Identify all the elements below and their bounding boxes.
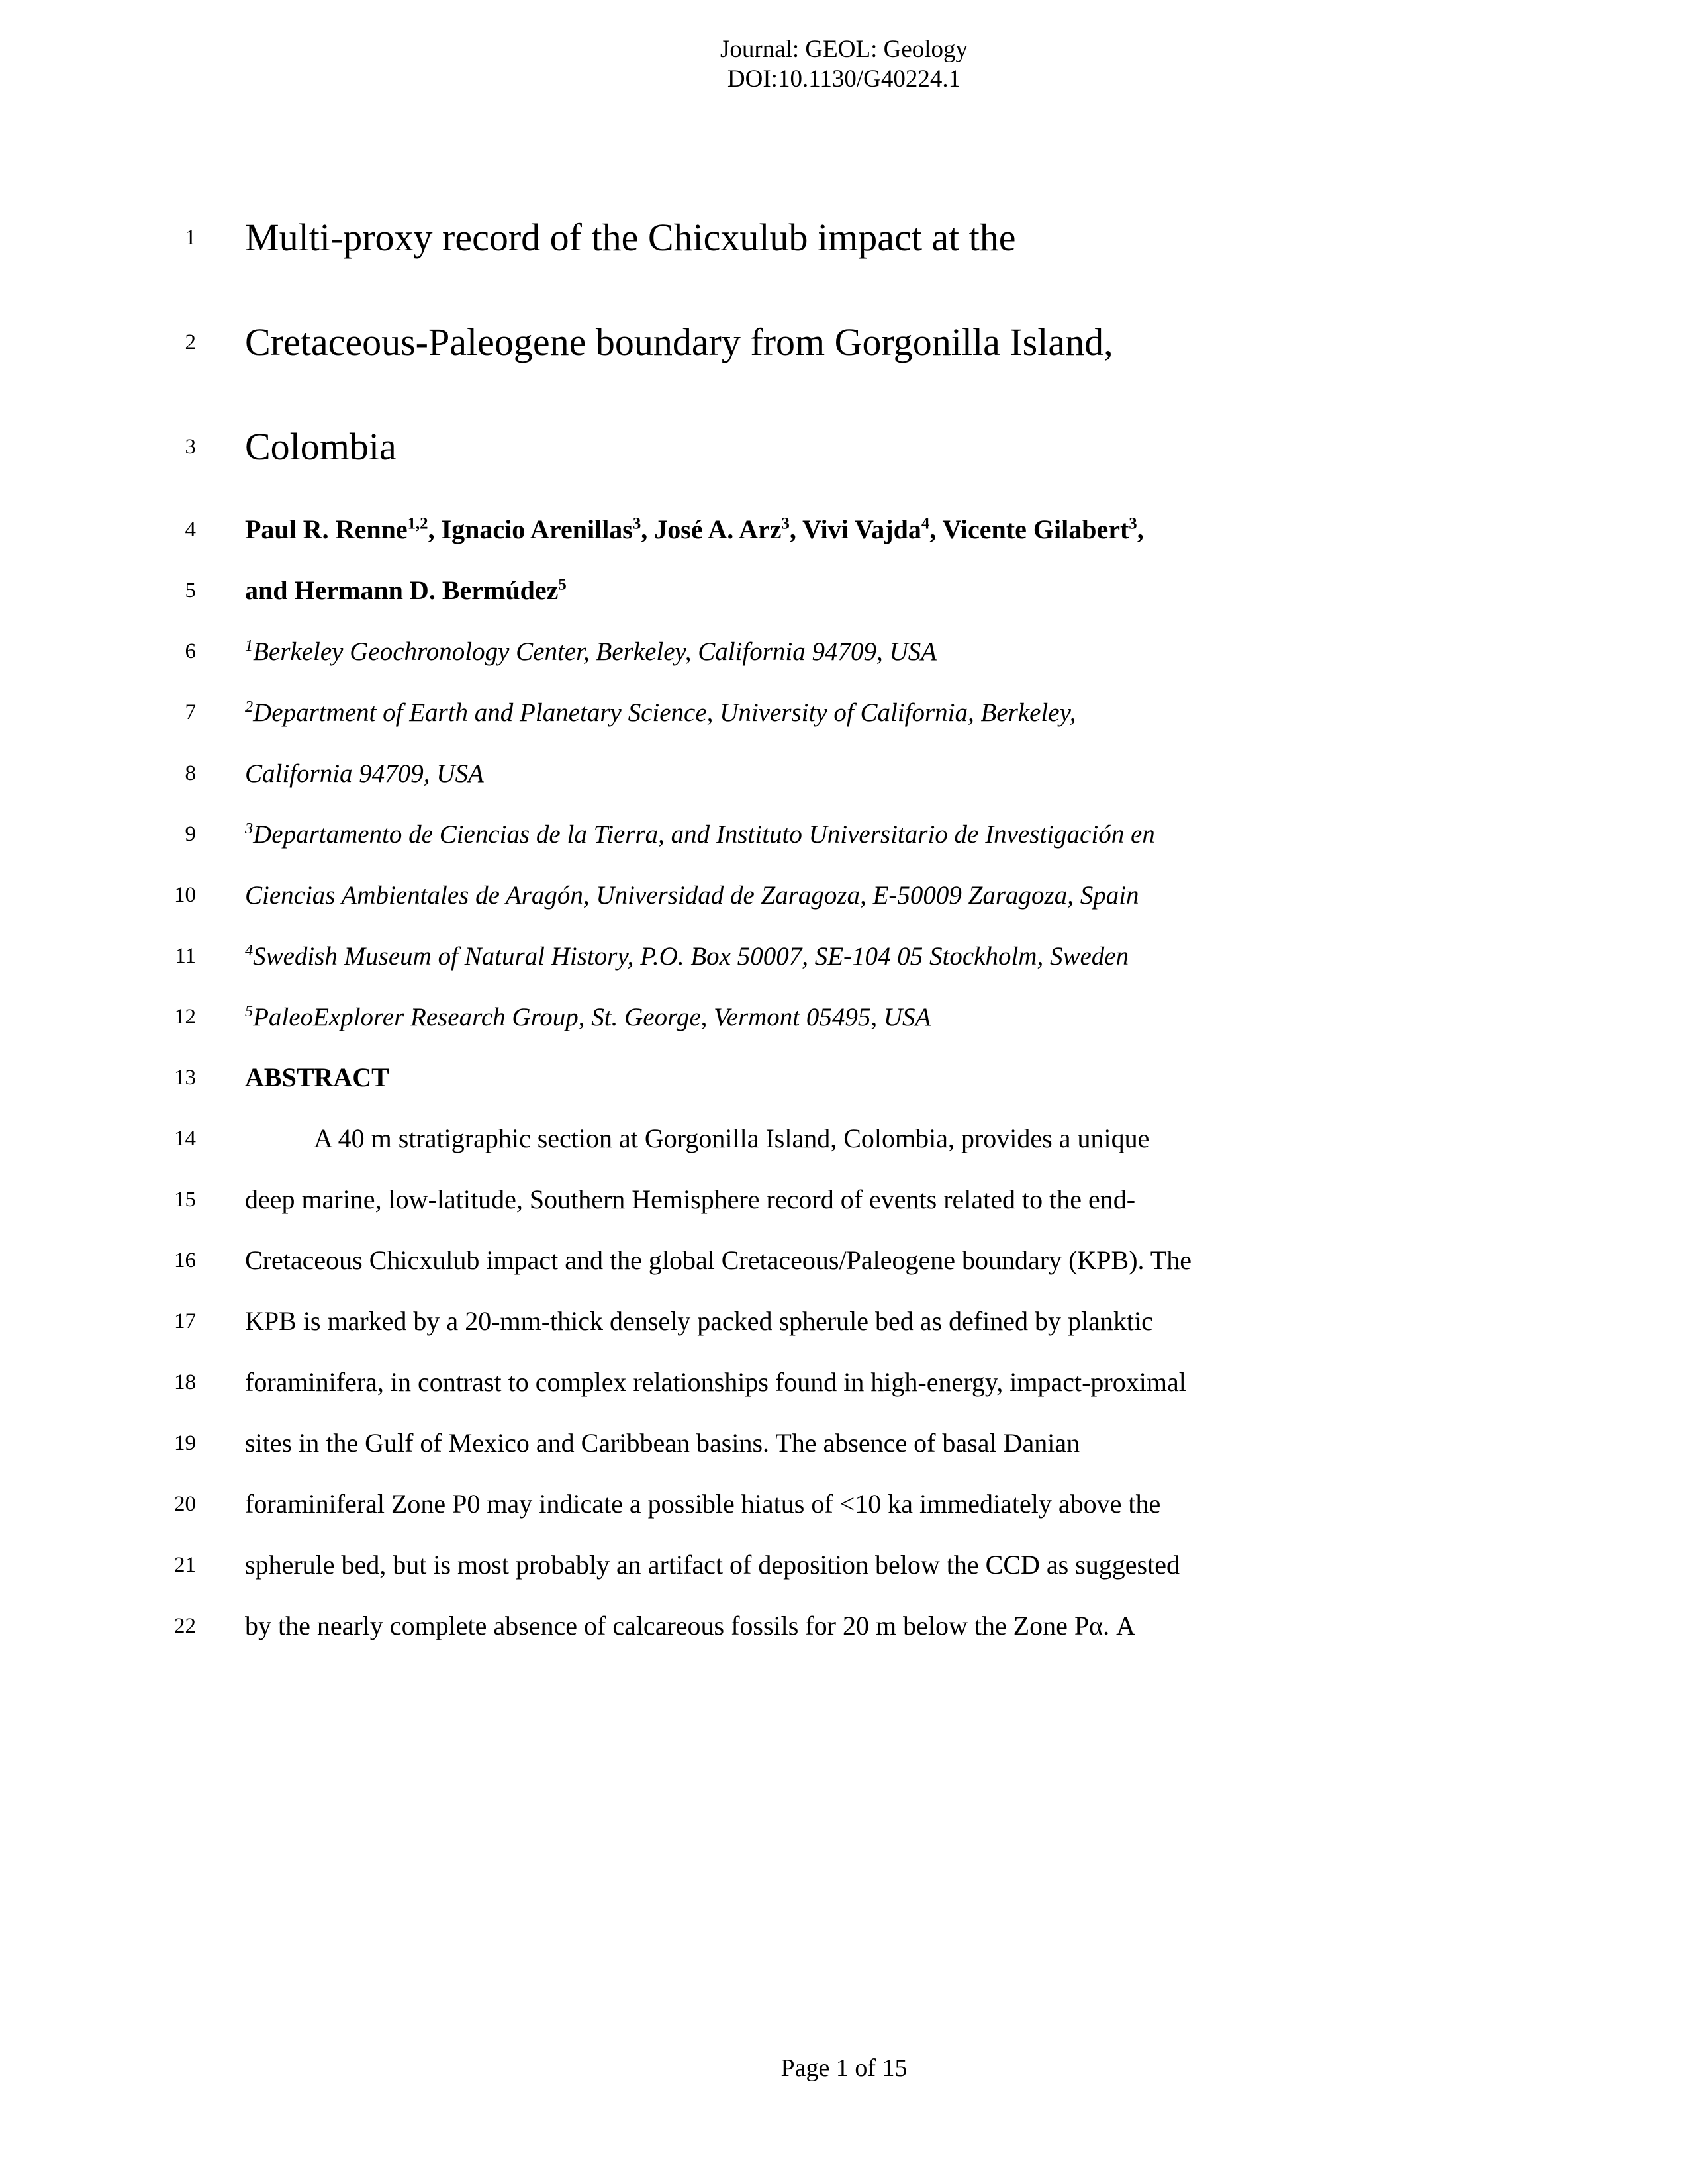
- line-number: 21: [174, 1552, 196, 1577]
- manuscript-line: [0, 804, 1688, 865]
- affiliation-marker: 2: [245, 697, 254, 716]
- affiliation-marker: 3: [245, 819, 254, 837]
- line-content: deep marine, low-latitude, Southern Hemisphere record of events related to the end-: [245, 1184, 1136, 1214]
- affiliation-marker: 4: [245, 941, 254, 959]
- affiliation-marker: 1,2: [407, 514, 428, 533]
- line-content: Multi-proxy record of the Chicxulub impact at the: [245, 216, 1016, 259]
- line-content: Ciencias Ambientales de Aragón, Universidad de Zaragoza, E-50009 Zaragoza, Spain: [245, 880, 1139, 910]
- line-number: 5: [185, 578, 196, 602]
- line-number: 6: [185, 639, 196, 663]
- line-content: KPB is marked by a 20-mm-thick densely packed spherule bed as defined by planktic: [245, 1306, 1153, 1336]
- line-number: 4: [185, 517, 196, 542]
- line-content: $^4$Swedish Museum of Natural History, P.O. Box 50007, SE-104 05 Stockholm, Sweden: [245, 941, 1129, 971]
- manuscript-line: [0, 1291, 1688, 1352]
- affiliation-marker: 3: [1129, 514, 1137, 533]
- manuscript-line: [0, 1535, 1688, 1595]
- line-number: 15: [174, 1187, 196, 1211]
- page-footer: [0, 2056, 1688, 2081]
- line-number: 19: [174, 1431, 196, 1455]
- doi-line: DOI:10.1130/G40224.1: [727, 66, 961, 93]
- line-content: and Hermann D. Bermúdez$^5$: [245, 575, 567, 605]
- line-content: sites in the Gulf of Mexico and Caribbean basins. The absence of basal Danian: [245, 1428, 1080, 1458]
- manuscript-line: [0, 865, 1688, 926]
- line-number: 22: [174, 1613, 196, 1638]
- manuscript-line: [0, 1352, 1688, 1413]
- journal-name: Journal: GEOL: Geology: [720, 36, 968, 63]
- line-number: 11: [175, 943, 196, 968]
- line-content: Paul R. Renne$^{1,2}$, Ignacio Arenillas$^3$, José A. Arz$^3$, Vivi Vajda$^4$, Vicente Gilabert$^3$,: [245, 514, 1144, 544]
- manuscript-line: [0, 499, 1688, 560]
- line-number: 13: [174, 1065, 196, 1090]
- manuscript-line: [0, 1413, 1688, 1474]
- manuscript-line: [0, 1474, 1688, 1535]
- line-number: 7: [185, 700, 196, 724]
- affiliation-marker: 4: [921, 514, 930, 533]
- manuscript-line: [0, 926, 1688, 986]
- page-number-label: Page 1 of 15: [780, 2054, 908, 2082]
- line-number: 18: [174, 1370, 196, 1394]
- line-content: $^3$Departamento de Ciencias de la Tierra, and Instituto Universitario de Investigación en: [245, 819, 1155, 849]
- line-number: 14: [174, 1126, 196, 1151]
- affiliation-marker: 5: [558, 575, 567, 594]
- numbered-body: [0, 185, 1688, 1656]
- affiliation-marker: 1: [245, 636, 254, 655]
- line-content: $^1$Berkeley Geochronology Center, Berkeley, California 94709, USA: [245, 636, 937, 666]
- manuscript-line: [0, 1595, 1688, 1656]
- manuscript-line: [0, 1230, 1688, 1291]
- line-content: foraminiferal Zone P0 may indicate a possible hiatus of <10 ka immediately above the: [245, 1489, 1161, 1519]
- line-number: 3: [185, 434, 196, 459]
- line-number: 16: [174, 1248, 196, 1272]
- line-number: 12: [174, 1004, 196, 1029]
- running-head: [0, 34, 1688, 94]
- manuscript-line: [0, 743, 1688, 804]
- line-content: ABSTRACT: [245, 1063, 389, 1092]
- manuscript-line: [0, 986, 1688, 1047]
- manuscript-line: [0, 1047, 1688, 1108]
- manuscript-line: [0, 560, 1688, 621]
- line-content: California 94709, USA: [245, 759, 484, 788]
- affiliation-marker: 5: [245, 1002, 254, 1020]
- affiliation-marker: 3: [632, 514, 641, 533]
- line-number: 2: [185, 330, 196, 354]
- line-content: A 40 m stratigraphic section at Gorgonilla Island, Colombia, provides a unique: [314, 1123, 1150, 1153]
- line-content: foraminifera, in contrast to complex relationships found in high-energy, impact-proximal: [245, 1367, 1186, 1397]
- line-content: Colombia: [245, 425, 397, 468]
- manuscript-line: [0, 621, 1688, 682]
- line-content: $^2$Department of Earth and Planetary Science, University of California, Berkeley,: [245, 697, 1076, 727]
- line-content: by the nearly complete absence of calcareous fossils for 20 m below the Zone Pα. A: [245, 1611, 1135, 1640]
- manuscript-line: [0, 1108, 1688, 1169]
- line-number: 8: [185, 761, 196, 785]
- manuscript-line: [0, 682, 1688, 743]
- manuscript-line: [0, 290, 1688, 395]
- manuscript-line: [0, 185, 1688, 290]
- line-content: Cretaceous Chicxulub impact and the global Cretaceous/Paleogene boundary (KPB). The: [245, 1245, 1192, 1275]
- affiliation-marker: 3: [781, 514, 790, 533]
- manuscript-line: [0, 395, 1688, 499]
- line-content: $^5$PaleoExplorer Research Group, St. George, Vermont 05495, USA: [245, 1002, 931, 1031]
- line-number: 9: [185, 822, 196, 846]
- line-content: spherule bed, but is most probably an artifact of deposition below the CCD as suggested: [245, 1550, 1180, 1580]
- manuscript-line: [0, 1169, 1688, 1230]
- line-content: Cretaceous-Paleogene boundary from Gorgonilla Island,: [245, 320, 1113, 363]
- line-number: 1: [185, 225, 196, 250]
- line-number: 17: [174, 1309, 196, 1333]
- line-number: 20: [174, 1492, 196, 1516]
- line-number: 10: [174, 882, 196, 907]
